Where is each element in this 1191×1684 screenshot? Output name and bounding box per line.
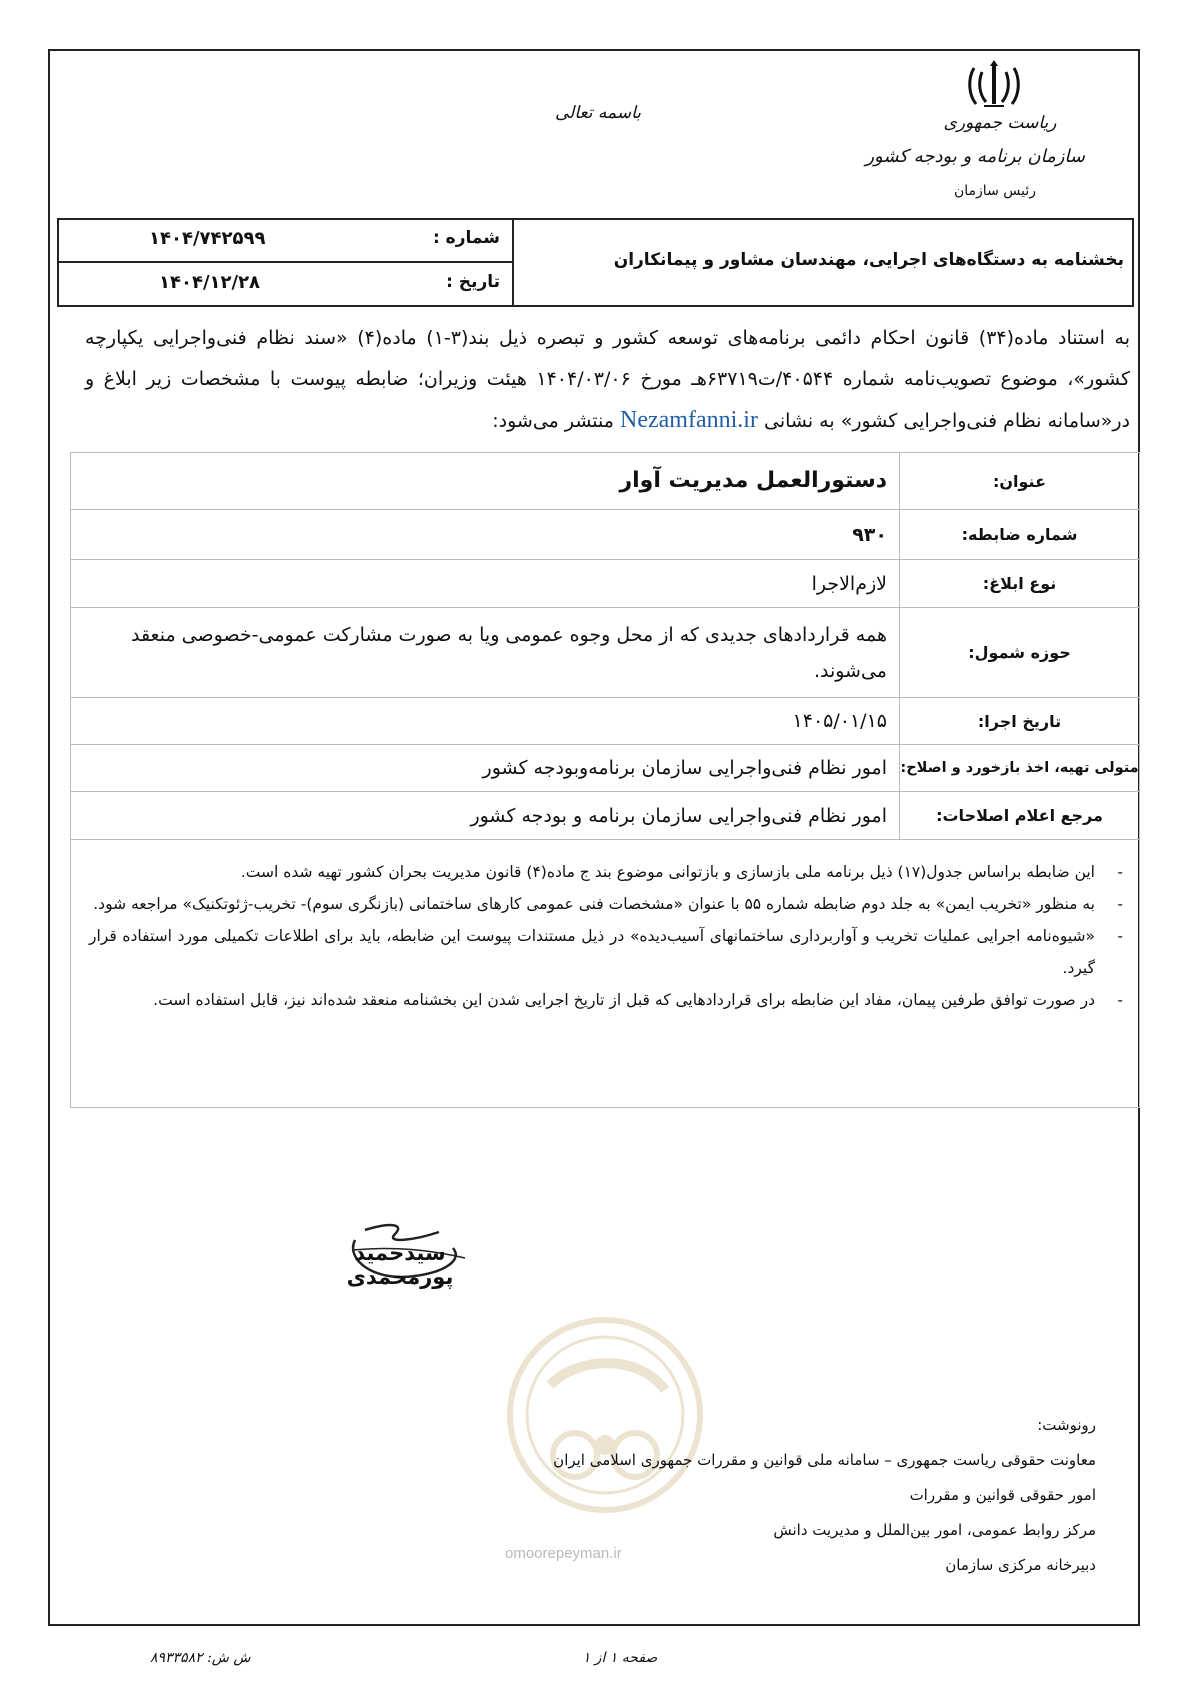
note-dash: - [1117,991,1123,1009]
nezamfanni-link[interactable]: Nezamfanni.ir [620,407,758,433]
basmala: باسمه تعالی [555,103,641,123]
row-label: عنوان: [899,453,1139,509]
note-text: در صورت توافق طرفین پیمان، مفاد این ضابطه برای قراردادهایی که قبل از تاریخ اجرایی شدن این بخشنامه منعقد شده‌اند نیز، قابل استفاده است. [153,991,1095,1009]
note-text: این ضابطه براساس جدول(۱۷) ذیل برنامه ملی بازسازی و بازتوانی موضوع بند ج ماده(۴) قانون مدیریت بحران کشور تهیه شده است. [240,863,1095,881]
iran-emblem-icon [966,60,1022,112]
table-row [71,560,1139,608]
reference-box [57,218,1134,307]
row-value: لازم‌الاجرا [811,572,887,595]
row-label: شماره ضابطه: [899,510,1139,559]
note-dash: - [1117,895,1123,913]
circular-subject: بخشنامه به دستگاه‌های اجرایی، مهندسان مشاور و پیمانکاران [613,250,1124,270]
date-value: ۱۴۰۴/۱۲/۲۸ [159,272,261,293]
regulation-table [70,452,1140,1108]
intro-text: به استناد ماده(۳۴) قانون احکام دائمی برنامه‌های توسعه کشور و تبصره ذیل بند(۳-۱) ماده(۴) «سند نظام فنی‌واجرایی یکپارچه کشور»، موضوع تصویب‌نامه شماره ۴۰۵۴۴/ت۶۳۷۱۹هـ مورخ ۱۴۰۴/۰۳/۰۶ هیئت وزیران؛ ضابطه پیوست با مشخصات زیر ابلاغ و در«سامانه نظام فنی‌واجرایی کشور» به نشانی [85,327,1130,432]
row-value: امور نظام فنی‌واجرایی سازمان برنامه و بودجه کشور [470,804,887,827]
row-value: ۱۴۰۵/۰۱/۱۵ [792,710,887,732]
document-code: ش ش: ۸۹۳۳۵۸۲ [150,1650,251,1666]
copy-recipient: معاونت حقوقی ریاست جمهوری – سامانه ملی قوانین و مقررات جمهوری اسلامی ایران [553,1451,1096,1469]
row-label: حوزه شمول: [899,608,1139,697]
number-value: ۱۴۰۴/۷۴۲۵۹۹ [149,228,266,249]
table-row [71,453,1139,510]
signatory-name: سیدحمید پورمحمدی [346,1241,454,1289]
number-label: شماره : [432,228,500,248]
intro-paragraph [85,318,1130,442]
page-number: صفحه ۱ از ۱ [582,1650,658,1666]
note-item [71,856,1139,888]
date-label: تاریخ : [446,272,500,292]
table-row [71,698,1139,745]
row-label: نوع ابلاغ: [899,560,1139,607]
reference-divider [512,220,514,305]
row-label: مرجع اعلام اصلاحات: [899,792,1139,839]
intro-text-end: منتشر می‌شود: [492,410,614,432]
note-item [71,920,1139,984]
note-dash: - [1117,863,1123,881]
org-line-organization: سازمان برنامه و بودجه کشور [865,146,1085,167]
watermark-text: omoorepeyman.ir [505,1545,622,1562]
row-value: دستورالعمل مدیریت آوار [619,468,887,493]
copy-recipient: امور حقوقی قوانین و مقررات [909,1486,1096,1504]
note-text: «شیوه‌نامه اجرایی عملیات تخریب و آواربرداری ساختمانهای آسیب‌دیده» در ذیل مستندات پیوست این ضابطه، باید برای اطلاعات تکمیلی مورد استفاده قرار گیرد. [89,927,1095,977]
copies-title: رونوشت: [1037,1416,1096,1434]
table-row [71,608,1139,698]
row-label: تاریخ اجرا: [899,698,1139,744]
copies-section [553,1408,1096,1583]
notes-list [71,856,1139,1016]
row-value: همه قراردادهای جدیدی که از محل وجوه عمومی ویا به صورت مشارکت عمومی-خصوصی منعقد می‌شوند. [130,623,887,682]
row-label: متولی تهیه، اخذ بازخورد و اصلاح: [899,745,1139,791]
note-item [71,888,1139,920]
copy-recipient: دبیرخانه مرکزی سازمان [945,1556,1096,1574]
org-line-presidency: ریاست جمهوری [943,113,1057,133]
note-item [71,984,1139,1016]
row-value: ۹۳۰ [852,523,887,546]
note-text: به منظور «تخریب ایمن» به جلد دوم ضابطه شماره ۵۵ با عنوان «مشخصات فنی عمومی کارهای ساختمانی (بازنگری سوم)- تخریب-ژئوتکنیک» مراجعه شود. [93,895,1095,913]
copy-recipient: مرکز روابط عمومی، امور بین‌الملل و مدیریت دانش [773,1521,1096,1539]
table-row [71,510,1139,560]
table-row [71,745,1139,792]
note-dash: - [1117,927,1123,945]
table-row [71,792,1139,840]
reference-divider [59,261,512,263]
org-line-head: رئیس سازمان [954,183,1036,199]
row-value: امور نظام فنی‌واجرایی سازمان برنامه‌وبودجه کشور [482,757,887,779]
